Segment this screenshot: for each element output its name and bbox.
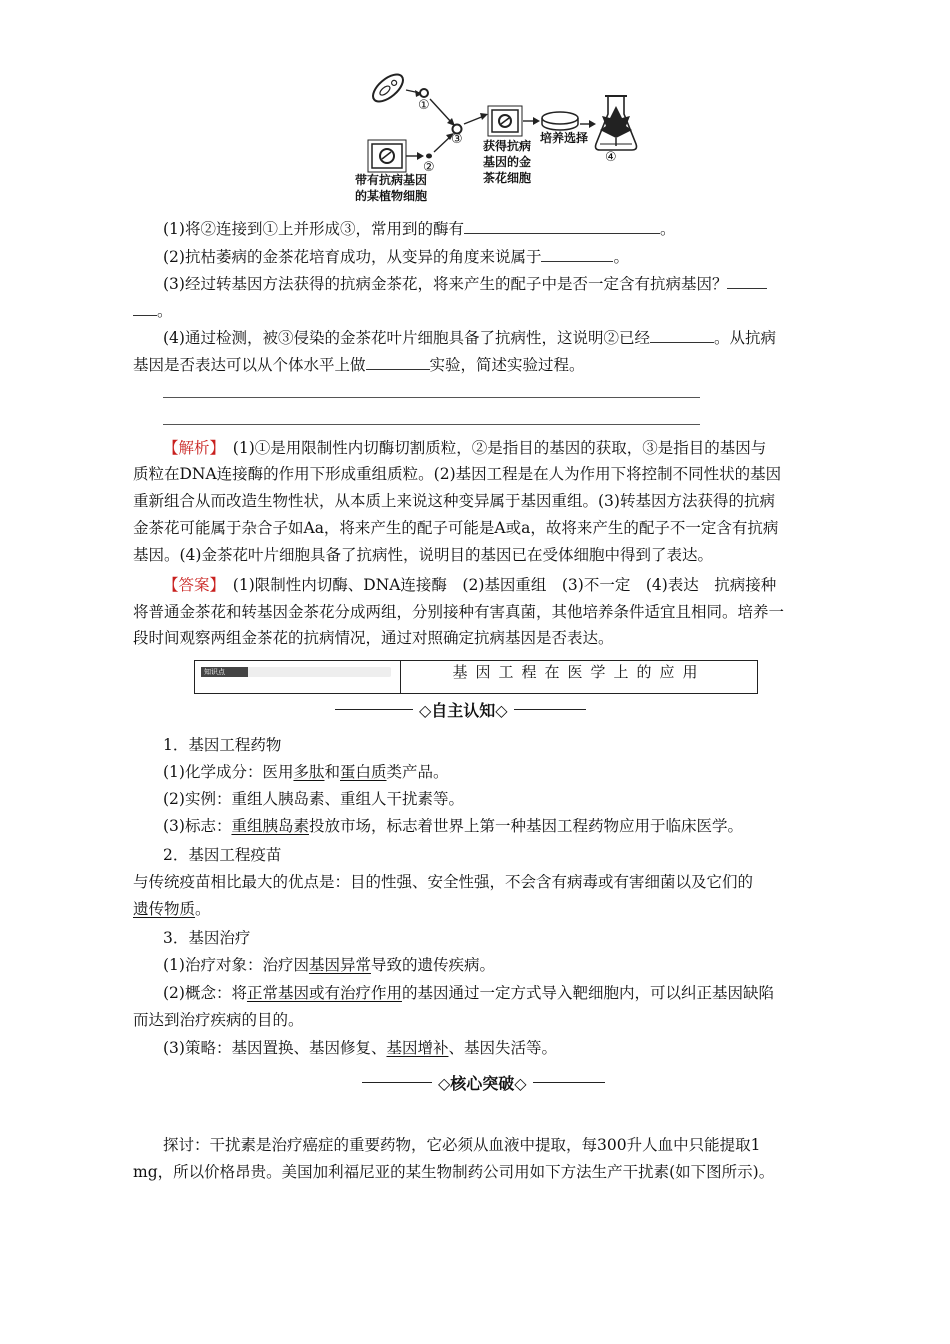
p1c-text: (3)标志： [163,817,232,835]
analysis-text-1: (1)①是用限制性内切酶切割质粒，②是指目的基因的获取，③是指目的基因与 [232,439,767,457]
question-1 [163,219,675,239]
label-gene-2: ② [423,160,435,175]
label-camellia-cell [483,138,531,186]
section-divider-core [362,1072,605,1092]
section-divider-autonomous [335,699,586,719]
question-4-text-c: 基因是否表达可以从个体水平上做 [133,356,366,374]
section1-p3c: 而达到治疗疾病的目的。 [133,1011,304,1029]
bacterium-icon [368,70,407,107]
gene-fragment-icon [426,154,432,159]
question-4-cont [133,355,585,375]
answer-line-2 [163,424,700,425]
label-plasmid-1: ① [418,98,430,113]
section2-p1: 探讨：干扰素是治疗癌症的重要药物，它必须从血液中提取，每300升人血中只能提取1 [163,1136,761,1154]
section1-p3d [163,1038,557,1058]
p1a-text: (1)化学成分：医用 [163,763,294,781]
p1c-underline: 重组胰岛素 [231,817,309,835]
knowledge-point-badge-cell [195,661,401,693]
section1-heading-1: 1．基因工程药物 [163,736,282,754]
answer-line-row-2: 将普通金茶花和转基因金茶花分成两组，分别接种有害真菌，其他培养条件适宜且相同。培养一 [133,603,785,621]
question-4-text-d: 实验，简述实验过程。 [429,356,585,374]
answer-line-1 [163,397,700,398]
p1a-end: 类产品。 [386,763,449,781]
question-1-text: (1)将②连接到①上并形成③，常用到的酶有 [163,220,464,238]
answer-text-1: (1)限制性内切酶、DNA连接酶 (2)基因重组 (3)不一定 (4)表达 抗病接种 [232,576,777,594]
answer-blank-1 [464,219,660,234]
knowledge-point-badge [201,667,391,677]
question-2-text: (2)抗枯萎病的金茶花培育成功，从变异的角度来说属于 [163,248,542,266]
analysis-line-2: 质粒在DNA连接酶的作用下形成重组质粒。(2)基因工程是在人为作用下将控制不同性状的基因 [133,465,782,483]
question-2-end: 。 [613,248,629,266]
question-3 [163,274,767,294]
label-plant-cell-line1: 带有抗病基因 [355,173,428,187]
section1-heading-2: 2．基因工程疫苗 [163,846,282,864]
label-plant-cell [355,172,427,204]
p1a-underline-1: 多肽 [293,763,325,781]
section1-p2a: 与传统疫苗相比最大的优点是：目的性强、安全性强，不会含有病毒或有害细菌以及它们的 [133,873,754,891]
plasmid-icon [420,89,428,97]
gene-transfer-diagram [355,66,660,211]
answer-blank-4b [366,355,430,370]
p1c-end: 投放市场，标志着世界上第一种基因工程药物应用于临床医学。 [308,817,743,835]
answer-tag: 【答案】 [163,576,218,594]
analysis-line-5: 基因。(4)金茶花叶片细胞具备了抗病性，说明目的基因已在受体细胞中得到了表达。 [133,546,713,564]
answer-blank-2 [541,247,613,262]
divider-line-left [335,709,413,710]
p3d-end: 、基因失活等。 [448,1039,557,1057]
section1-p2b [133,899,211,919]
answer-blank-4a [650,328,714,343]
section1-p3b [163,983,774,1003]
knowledge-point-badge-label: 知识点 [201,667,248,677]
analysis-tag: 【解析】 [163,439,218,457]
section1-p1a [163,762,449,782]
label-culture: 培养选择 [540,131,589,145]
section2-p2: mg，所以价格昂贵。美国加利福尼亚的某生物制药公司用如下方法生产干扰素(如下图所示)。 [133,1163,775,1181]
p2b-underline: 遗传物质 [133,900,196,918]
section1-p1b: (2)实例：重组人胰岛素、重组人干扰素等。 [163,790,464,808]
section1-p3a [163,955,495,975]
knowledge-point-box [194,660,758,694]
analysis-line-1 [163,438,766,458]
p3b-end: 的基因通过一定方式导入靶细胞内，可以纠正基因缺陷 [401,984,774,1002]
question-3-cont [133,301,173,321]
question-4-text-b: 。从抗病 [713,329,776,347]
question-4 [163,328,776,348]
analysis-line-3: 重新组合从而改造生物性状，从本质上来说这种变异属于基因重组。(3)转基因方法获得的抗病 [133,492,775,510]
label-recombinant-3: ③ [451,132,463,147]
answer-line-row-3: 段时间观察两组金茶花的抗病情况，通过对照确定抗病基因是否表达。 [133,629,614,647]
flask-icon [596,96,637,150]
answer-blank-3b [133,301,157,316]
label-plant-cell-line2: 的某植物细胞 [355,189,428,203]
label-camellia-line2: 基因的金 [483,155,532,169]
knowledge-point-title: 基因工程在医学上的应用 [452,663,706,681]
p3a-text: (1)治疗对象：治疗因 [163,956,309,974]
question-3-end: 。 [157,302,173,320]
plant-cell-icon [368,140,406,172]
p2b-end: 。 [195,900,211,918]
divider2-line-left [362,1082,432,1083]
section-title-autonomous: ◇自主认知◇ [419,700,508,720]
p3a-end: 导致的遗传疾病。 [370,956,495,974]
section-title-core: ◇核心突破◇ [438,1073,527,1093]
answer-line-row-1 [163,575,776,595]
p3a-underline: 基因异常 [308,956,371,974]
p3b-underline: 正常基因或有治疗作用 [246,984,402,1002]
label-flask-4: ④ [605,150,617,165]
p3d-underline: 基因增补 [386,1039,449,1057]
question-3-text: (3)经过转基因方法获得的抗病金茶花，将来产生的配子中是否一定含有抗病基因？ [163,275,728,293]
answer-blank-3a [727,274,767,289]
p3b-text: (2)概念：将 [163,984,247,1002]
p1a-underline-2: 蛋白质 [340,763,387,781]
label-camellia-line3: 茶花细胞 [483,171,532,185]
camellia-cell-icon [488,106,522,136]
petri-dish-icon [542,112,578,130]
section1-heading-3: 3．基因治疗 [163,929,251,947]
p1a-mid: 和 [324,763,340,781]
section1-p1c [163,816,743,836]
label-camellia-line1: 获得抗病 [483,139,532,153]
p3d-text: (3)策略：基因置换、基因修复、 [163,1039,387,1057]
divider2-line-right [533,1082,605,1083]
question-2 [163,247,629,267]
question-4-text-a: (4)通过检测，被③侵染的金茶花叶片细胞具备了抗病性，这说明②已经 [163,329,650,347]
analysis-line-4: 金茶花可能属于杂合子如Aa，将来产生的配子可能是A或a，故将来产生的配子不一定含有抗病 [133,519,779,537]
divider-line-right [514,709,586,710]
question-1-end: 。 [659,220,676,238]
